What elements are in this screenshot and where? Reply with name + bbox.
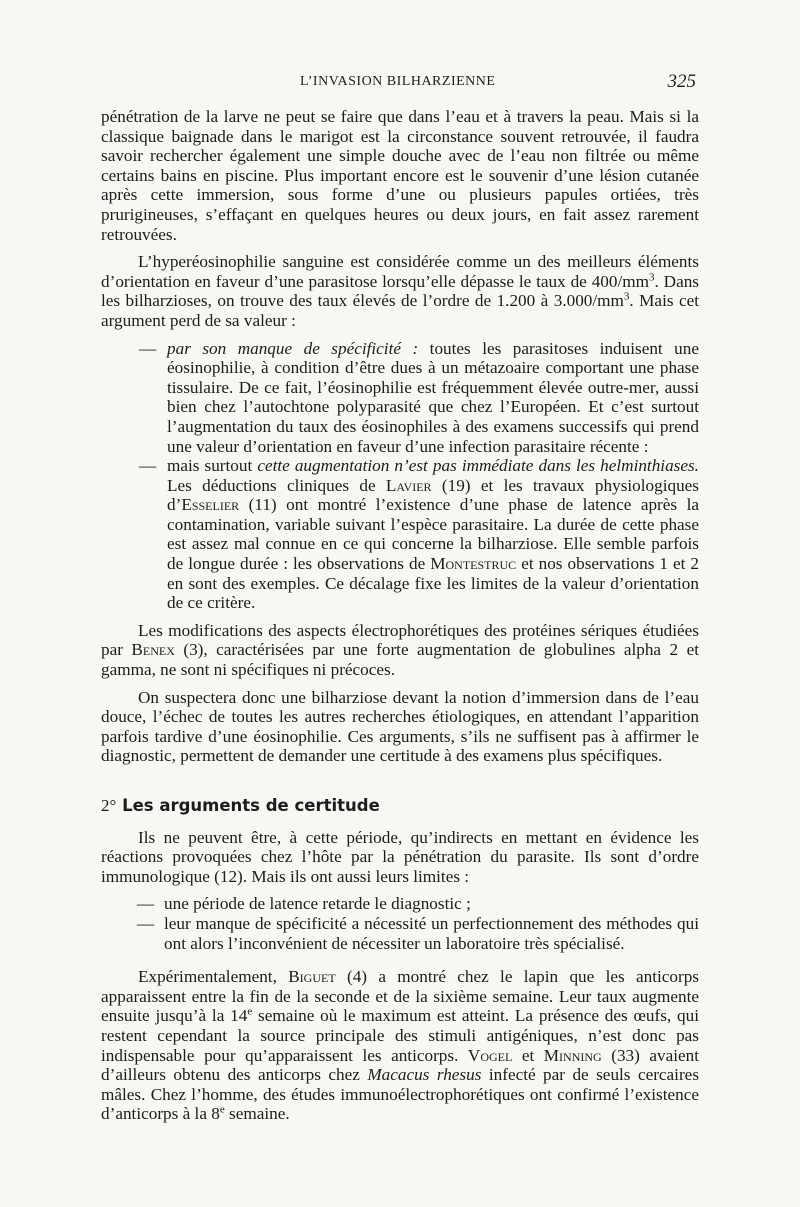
italic-text: cette augmentation n’est pas immédiate dans les helminthiases.	[257, 456, 699, 476]
paragraph	[101, 621, 699, 680]
dash-list	[101, 339, 699, 613]
dash-list	[101, 894, 699, 953]
paragraph	[101, 688, 699, 766]
superscript: 3	[649, 271, 655, 284]
section-number: 2°	[101, 796, 117, 815]
body-text	[101, 107, 699, 1132]
paragraph-text: pénétration de la larve ne peut se faire que dans l’eau et à travers la peau. Mais si la classique baignade dans le marigot est la circonstance souvent retrouvée, il faudra savoir rechercher également une simple douche avec de l’eau non filtrée ou même certains bains en piscine. Plus important encore est le souvenir d’une lésion cutanée après cette immersion, sous forme d’une ou plusieurs papules ortiées, très prurigineuses, s’effaçant en quelques heures ou deux jours, en fait assez rarement retrouvées.	[101, 107, 699, 244]
superscript: 3	[623, 290, 630, 303]
superscript: e	[247, 1005, 253, 1018]
paragraph-text: Les modifications des aspects électrophorétiques des protéines sériques étudiées par	[101, 620, 699, 660]
paragraph-text: infecté par de seuls cercaires mâles. Chez l’homme, des études immunoélectrophorétiques ont confirmé l’existence d’anticorps à la 8	[101, 1065, 700, 1124]
dash-marker: —	[139, 456, 157, 476]
paragraph-text: et	[512, 1045, 544, 1065]
paragraph-text: . Mais cet argument perd de sa valeur :	[101, 291, 699, 330]
list-item	[101, 914, 699, 953]
dash-marker: —	[137, 913, 155, 933]
paragraph-text: L’hyperéosinophilie sanguine est considérée comme un des meilleurs éléments d’orientation en faveur d’une parasitose lorsqu’elle dépasse le taux de 400/mm	[101, 252, 699, 291]
list-item-text: et nos observations 1 et 2 en sont des exemples. Ce décalage fixe les limites de la valeur d’orientation de ce critère.	[167, 554, 700, 613]
paragraph-text: semaine.	[224, 1104, 290, 1124]
section-heading	[101, 796, 699, 816]
list-item-text: Les déductions cliniques de	[167, 475, 386, 495]
running-title: L’INVASION BILHARZIENNE	[300, 74, 496, 89]
dash-marker: —	[139, 338, 157, 358]
paragraph-text: Expérimentalement,	[138, 967, 289, 987]
section-title: Les arguments de certitude	[122, 796, 380, 815]
superscript: e	[219, 1103, 225, 1116]
dash-marker: —	[137, 894, 155, 914]
page-header	[0, 71, 800, 98]
paragraph-text: On suspectera donc une bilharziose devant la notion d’immersion dans de l’eau douce, l’échec de toutes les autres recherches étiologiques, en attendant l’apparition parfois tardive d’une éosinophilie. Ces arguments, s’ils ne suffisent pas à affirmer le diagnostic, permettent de demander une certitude à des examens plus spécifiques.	[101, 687, 699, 766]
paragraph-text: (33) avaient d’ailleurs obtenu des anticorps chez	[101, 1045, 700, 1085]
paragraph	[101, 252, 699, 330]
list-item-text: mais surtout	[167, 456, 258, 476]
list-item-text: leur manque de spécificité a nécessité un perfectionnement des méthodes qui ont alors l’inconvénient de nécessiter un laboratoire très spécialisé.	[164, 913, 699, 953]
author-name: Vogel	[467, 1045, 513, 1065]
list-item	[101, 894, 699, 914]
author-name: Minning	[543, 1045, 602, 1065]
author-name: Montestruc	[430, 554, 517, 574]
author-name: Biguet	[288, 967, 336, 987]
paragraph	[101, 967, 699, 1124]
paragraph	[101, 107, 699, 244]
paragraph-text: (4) a montré chez le lapin que les anticorps apparaissent entre la fin de la seconde et de la sixième semaine. Leur taux augmente ensuite jusqu’à la 14	[101, 967, 699, 1026]
author-name: Esselier	[181, 495, 240, 515]
paragraph-text: semaine où le maximum est atteint. La présence des œufs, qui restent cependant la source principale des stimuli antigéniques, n’est donc pas indispensable pour qu’apparaissent les anticorps.	[101, 1006, 699, 1065]
list-item-text: (19) et les travaux physiologiques d’	[167, 475, 699, 515]
italic-text: par son manque de spécificité :	[167, 338, 419, 358]
list-item-text: une période de latence retarde le diagnostic ;	[164, 894, 471, 914]
italic-text: Macacus rhesus	[367, 1065, 482, 1085]
list-item-text: (11) ont montré l’existence d’une phase de latence après la contamination, variable suivant l’espèce parasitaire. La durée de cette phase est assez mal connue en ce qui concerne la bilharziose. Elle semble parfois de longue durée : les observations de	[167, 495, 699, 574]
list-item	[101, 456, 699, 613]
author-name: Lavier	[385, 475, 432, 495]
paragraph	[101, 828, 699, 887]
author-name: Benex	[131, 640, 175, 660]
list-item	[101, 339, 699, 457]
paragraph-text: Ils ne peuvent être, à cette période, qu’indirects en mettant en évidence les réactions provoquées chez l’hôte par la pénétration du parasite. Ils sont d’ordre immunologique (12). Mais ils ont aussi leurs limites :	[101, 827, 699, 886]
paragraph-text: . Dans les bilharzioses, on trouve des taux élevés de l’ordre de 1.200 à 3.000/mm	[101, 271, 699, 311]
list-item-text: toutes les parasitoses induisent une éosinophilie, à condition d’être dues à un métazoaire comportant une phase tissulaire. De ce fait, l’éosinophilie est fréquemment élevée outre-mer, aussi bien chez l’autochtone polyparasité que chez l’Européen. Et c’est surtout l’augmentation du taux des éosinophiles à des examens successifs qui prend une valeur d’orientation en faveur d’une infection parasitaire récente :	[167, 338, 699, 456]
paragraph-text: (3), caractérisées par une forte augmentation de globulines alpha 2 et gamma, ne sont ni spécifiques ni précoces.	[101, 640, 699, 680]
page-number: 325	[667, 71, 696, 92]
